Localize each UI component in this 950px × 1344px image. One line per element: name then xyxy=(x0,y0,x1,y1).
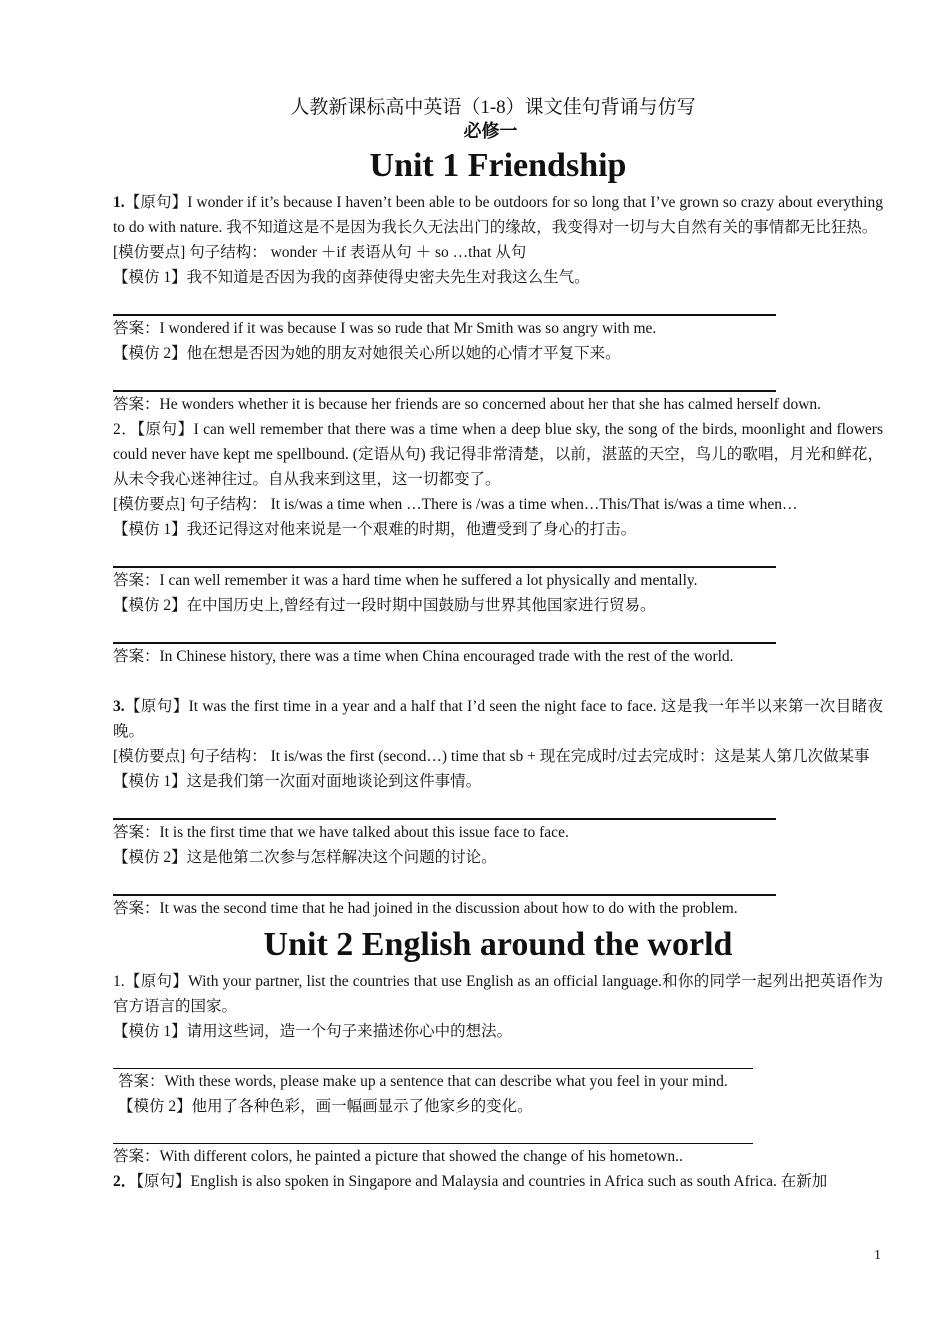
original-sentence: I wonder if it’s because I haven’t been able to be outdoors for so long that I’ve grown so crazy about everything to do with nature. 我不知道这是不是因为我长久无法出门的缘故，我变得对一切与大自然有关的事情都无比狂热。 xyxy=(113,194,883,236)
answer-blank-line xyxy=(113,1119,753,1144)
unit1-heading: Unit 1 Friendship xyxy=(369,147,627,184)
answer-blank-line xyxy=(113,366,776,392)
u1-item1-original xyxy=(113,190,883,240)
original-sentence: With your partner, list the countries that use English as an official language.和你的同学一起列出把英语作为官方语言的国家。 xyxy=(113,973,883,1015)
item-number: 3. xyxy=(113,698,125,715)
answer-blank-line xyxy=(113,870,776,896)
u2-item1-original xyxy=(113,969,883,1019)
u1-item3-imitation2-answer: 答案：It was the second time that he had joined in the discussion about how to do with the problem. xyxy=(113,900,738,917)
item-label: 【原句】 xyxy=(137,421,194,438)
u2-item1-imitation1-answer: 答案：With these words, please make up a sentence that can describe what you feel in your mind. xyxy=(118,1073,728,1090)
u1-item3-key-points: [模仿要点] 句子结构： It is/was the first (second…) time that sb + 现在完成时/过去完成时：这是某人第几次做某事 xyxy=(113,748,870,765)
item-label: 【原句】 xyxy=(124,698,189,715)
item-number: 2． xyxy=(113,1173,137,1190)
u1-item2-imitation1-prompt: 【模仿 1】我还记得这对他来说是一个艰难的时期，他遭受到了身心的打击。 xyxy=(113,521,637,538)
item-label: 【原句】 xyxy=(124,973,189,990)
item-number: 1. xyxy=(113,194,125,211)
answer-blank-line xyxy=(113,1044,753,1069)
item-label: 【原句】 xyxy=(136,1173,191,1190)
u1-item3-original xyxy=(113,694,883,744)
original-sentence: I can well remember that there was a time when a deep blue sky, the song of the birds, moonlight and flowers could never have kept me spellbound. (定语从句) 我记得非常清楚，以前，湛蓝的天空，鸟儿的歌唱，月光和鲜花，从未令我心迷神往过。自从我来到这里，这一切都变了。 xyxy=(113,421,883,488)
unit2-heading: Unit 2 English around the world xyxy=(263,926,733,963)
u1-item3-imitation1-answer: 答案：It is the first time that we have talked about this issue face to face. xyxy=(113,824,569,841)
original-sentence: It was the first time in a year and a half that I’d seen the night face to face. 这是我一年半以来第一次目睹夜晚。 xyxy=(113,698,883,740)
item-number: 1. xyxy=(113,973,125,990)
u1-item2-original xyxy=(113,417,883,492)
page-number: 1 xyxy=(874,1248,881,1263)
document-subtitle: 必修一 xyxy=(463,121,518,141)
u1-item3-imitation1-prompt: 【模仿 1】这是我们第一次面对面地谈论到这件事情。 xyxy=(113,773,482,790)
spacer xyxy=(113,669,883,694)
answer-blank-line xyxy=(113,618,776,644)
u1-item1-key-points: [模仿要点] 句子结构： wonder ＋if 表语从句 ＋ so …that 从句 xyxy=(113,244,527,261)
document-title: 人教新课标高中英语（1-8）课文佳句背诵与仿写 xyxy=(290,97,696,118)
answer-blank-line xyxy=(113,794,776,820)
u2-item2-original xyxy=(113,1169,883,1194)
item-number: 2． xyxy=(113,421,138,438)
u1-item1-imitation2-prompt: 【模仿 2】他在想是否因为她的朋友对她很关心所以她的心情才平复下来。 xyxy=(113,345,621,362)
u1-item1-imitation2-answer: 答案：He wonders whether it is because her friends are so concerned about her that she has calmed herself down. xyxy=(113,396,822,413)
answer-blank-line xyxy=(113,290,776,316)
u1-item1-imitation1-answer: 答案：I wondered if it was because I was so rude that Mr Smith was so angry with me. xyxy=(113,320,657,337)
u2-item1-imitation1-prompt: 【模仿 1】请用这些词，造一个句子来描述你心中的想法。 xyxy=(113,1023,513,1040)
original-sentence: English is also spoken in Singapore and Malaysia and countries in Africa such as south Africa. 在新加 xyxy=(190,1173,828,1190)
u2-item1-imitation2-prompt: 【模仿 2】他用了各种色彩，画一幅画显示了他家乡的变化。 xyxy=(118,1098,533,1115)
u1-item1-imitation1-prompt: 【模仿 1】我不知道是否因为我的卤莽使得史密夫先生对我这么生气。 xyxy=(113,269,590,286)
u1-item2-imitation2-prompt: 【模仿 2】在中国历史上,曾经有过一段时期中国鼓励与世界其他国家进行贸易。 xyxy=(113,597,656,614)
answer-blank-line xyxy=(113,542,776,568)
u1-item2-key-points: [模仿要点] 句子结构： It is/was a time when …There is /was a time when…This/That is/was a time when… xyxy=(113,496,798,513)
u1-item3-imitation2-prompt: 【模仿 2】这是他第二次参与怎样解决这个问题的讨论。 xyxy=(113,849,497,866)
u2-item1-imitation2-answer: 答案：With different colors, he painted a picture that showed the change of his hometown.. xyxy=(113,1148,683,1165)
item-label: 【原句】 xyxy=(124,194,188,211)
u1-item2-imitation1-answer: 答案：I can well remember it was a hard time when he suffered a lot physically and mentally. xyxy=(113,572,698,589)
u1-item2-imitation2-answer: 答案：In Chinese history, there was a time when China encouraged trade with the rest of the world. xyxy=(113,648,734,665)
document-page xyxy=(113,96,883,1194)
